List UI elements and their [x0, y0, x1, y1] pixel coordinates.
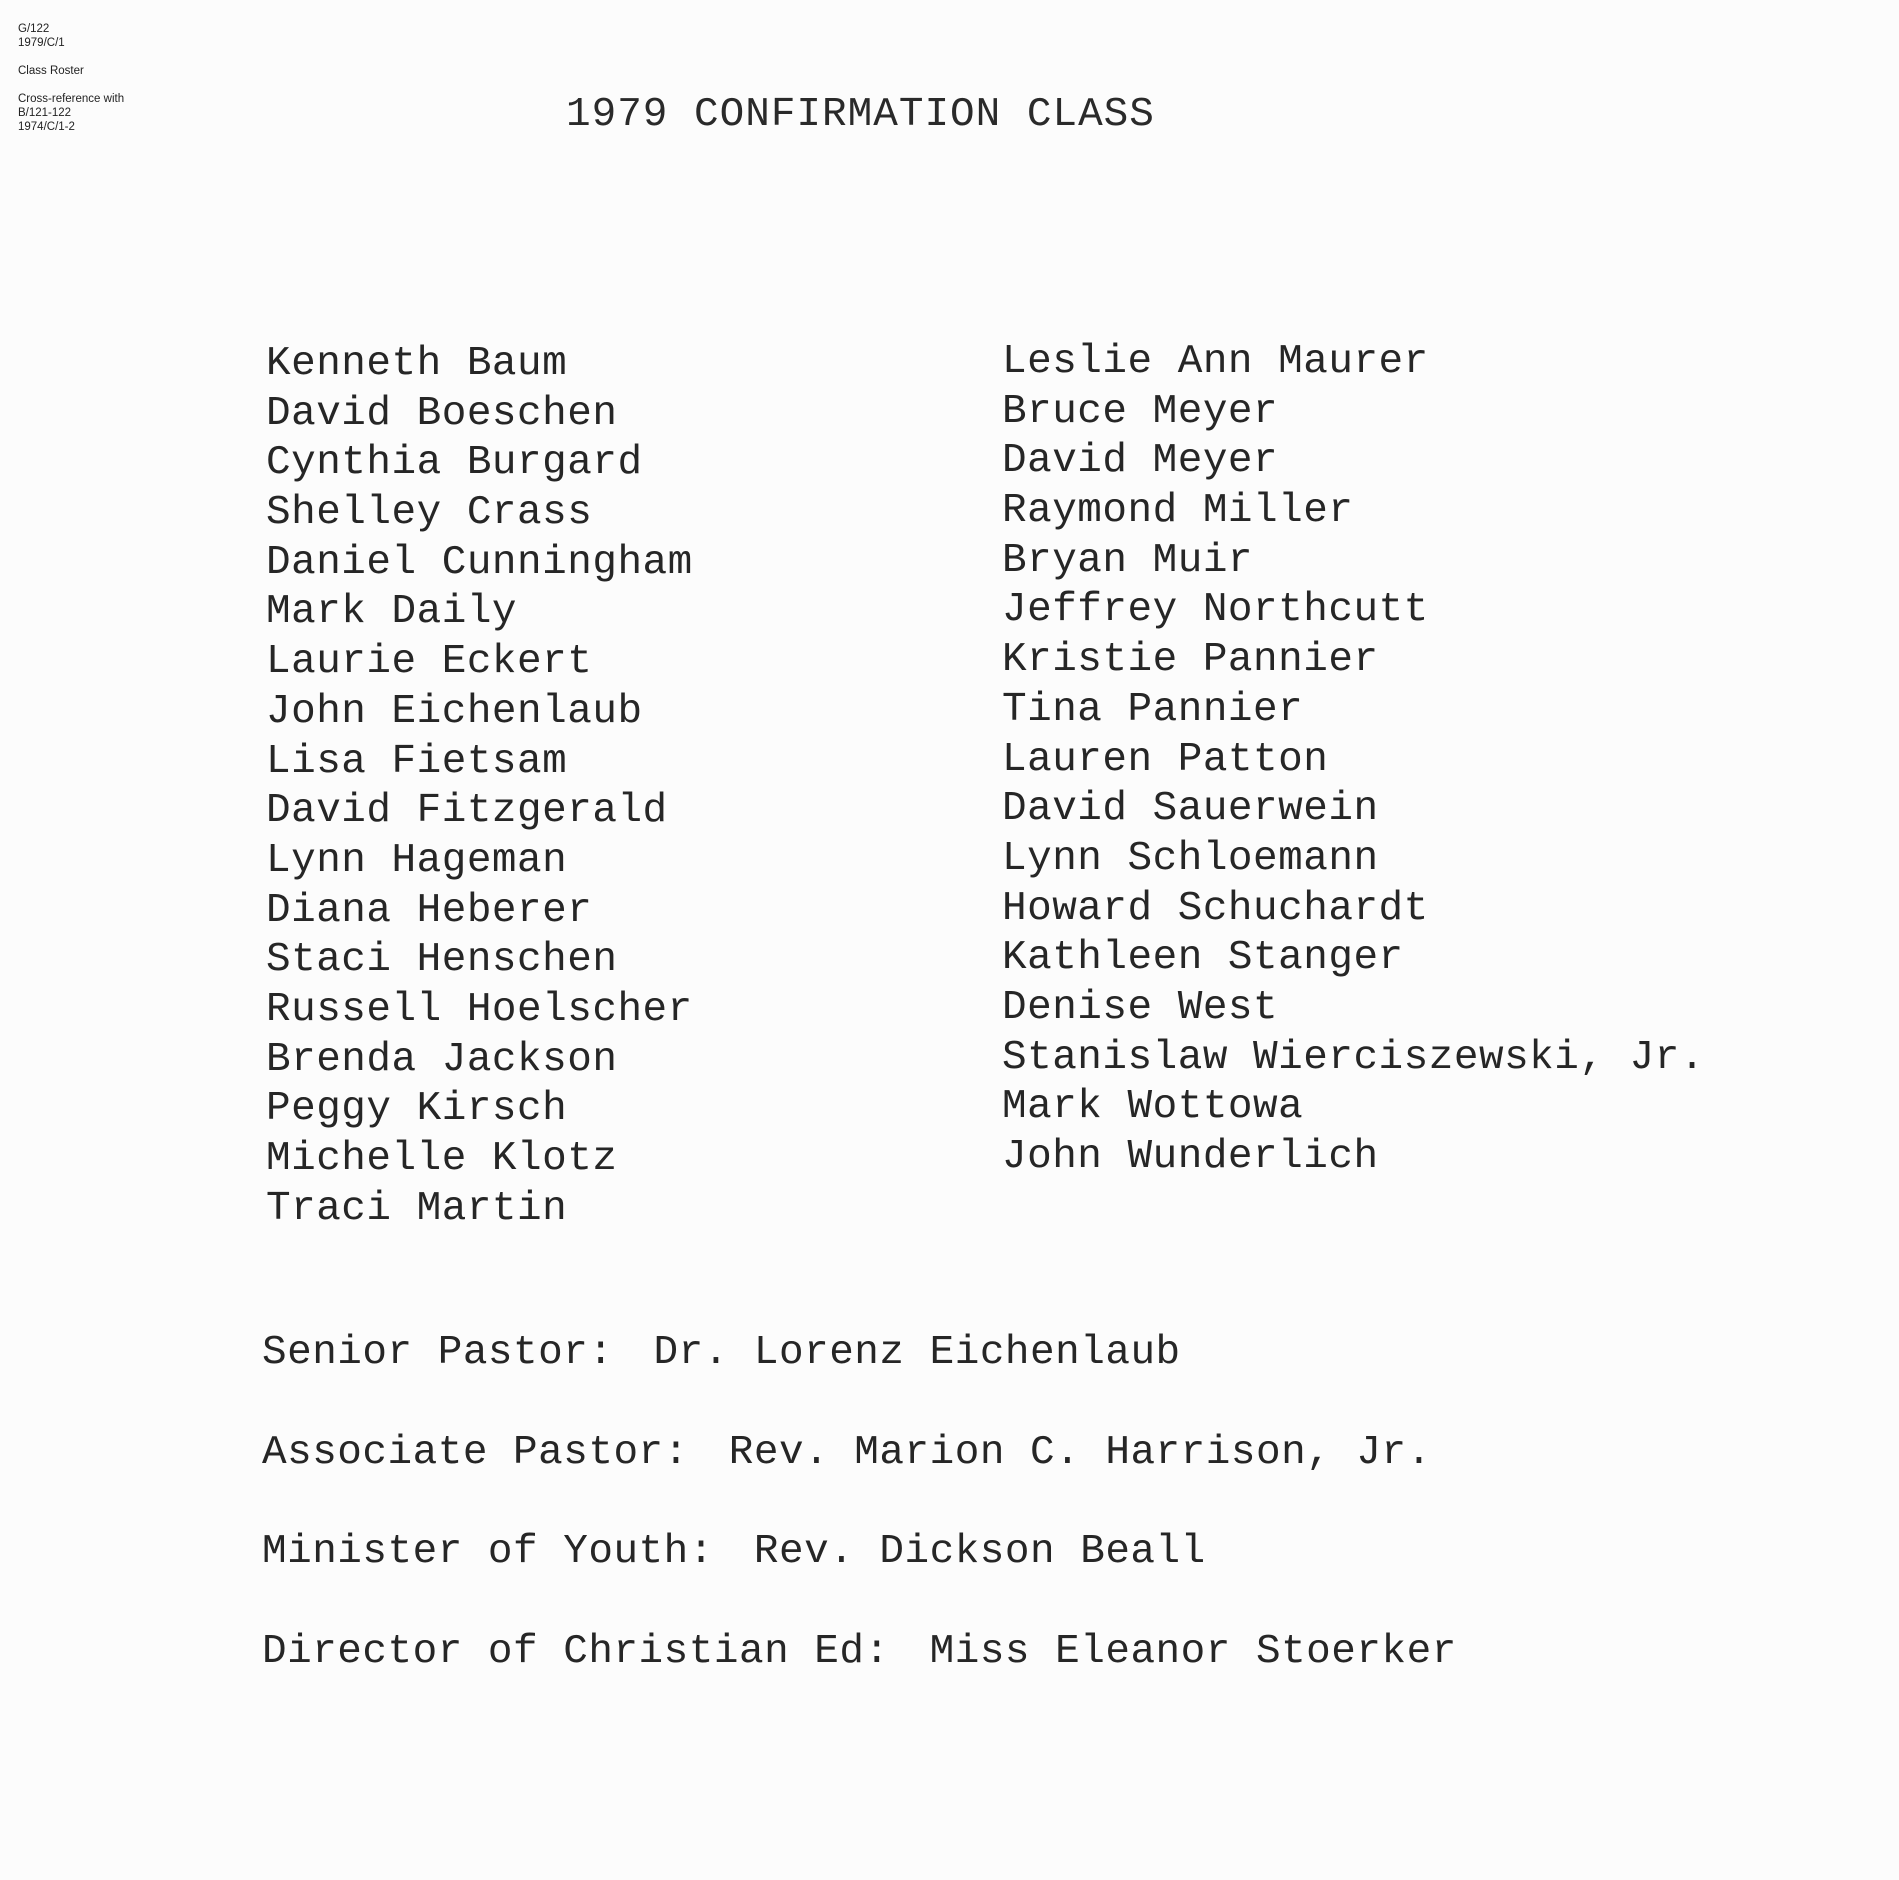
list-item: Jeffrey Northcutt [1002, 587, 1429, 634]
staff-row-minister-of-youth [262, 1527, 1457, 1627]
list-item: Laurie Eckert [266, 639, 593, 686]
staff-person: Miss Eleanor Stoerker [929, 1628, 1457, 1675]
list-item: Bryan Muir [1002, 537, 1254, 584]
archive-label-crossref: Cross-reference with [18, 93, 125, 105]
list-item: Kenneth Baum [266, 341, 568, 387]
list-item: John Wunderlich [1002, 1134, 1379, 1180]
staff-role: Director of Christian Ed: [262, 1628, 890, 1675]
staff-role: Associate Pastor: [262, 1429, 689, 1476]
list-item: David Sauerwein [1002, 786, 1379, 833]
archive-label-code: 1979/C/1 [18, 37, 65, 49]
list-item: Bruce Meyer [1002, 388, 1279, 435]
list-item: David Boeschen [266, 390, 618, 437]
staff-person: Rev. Marion C. Harrison, Jr. [728, 1429, 1432, 1476]
list-item: Tina Pannier [1002, 686, 1304, 733]
staff-list [262, 1328, 1457, 1726]
staff-role: Minister of Youth: [262, 1529, 714, 1575]
staff-person: Dr. Lorenz Eichenlaub [653, 1330, 1181, 1376]
list-item: Diana Heberer [266, 887, 593, 934]
staff-row-director-christian-ed [262, 1627, 1457, 1727]
list-item: Lauren Patton [1002, 736, 1329, 783]
staff-person: Rev. Dickson Beall [753, 1529, 1206, 1575]
list-item: Lynn Schloemann [1002, 835, 1379, 882]
archive-label-id: G/122 [18, 23, 50, 35]
list-item: Denise West [1002, 984, 1279, 1031]
list-item: David Meyer [1002, 438, 1279, 485]
page-title: 1979 CONFIRMATION CLASS [566, 92, 1155, 138]
list-item: Staci Henschen [266, 937, 618, 984]
archive-label-type: Class Roster [18, 65, 84, 77]
list-item: Peggy Kirsch [266, 1086, 568, 1133]
staff-row-senior-pastor [262, 1328, 1457, 1428]
list-item: Raymond Miller [1002, 488, 1354, 535]
list-item: Traci Martin [266, 1185, 568, 1232]
list-item: John Eichenlaub [266, 688, 643, 735]
list-item: Mark Wottowa [1002, 1084, 1304, 1131]
list-item: Michelle Klotz [266, 1136, 618, 1182]
list-item: Howard Schuchardt [1002, 885, 1429, 932]
archive-labels [18, 22, 124, 134]
archive-label-crossref-2: 1974/C/1-2 [18, 121, 75, 133]
list-item: Cynthia Burgard [266, 440, 643, 487]
list-item: Lynn Hageman [266, 837, 568, 884]
list-item: Lisa Fietsam [266, 738, 568, 785]
list-item: Stanislaw Wierciszewski, Jr. [1002, 1034, 1705, 1081]
list-item: Shelley Crass [266, 490, 593, 537]
staff-role: Senior Pastor: [262, 1330, 614, 1376]
archive-label-crossref-1: B/121-122 [18, 107, 72, 119]
list-item: Leslie Ann Maurer [1002, 339, 1429, 385]
staff-row-associate-pastor [262, 1428, 1457, 1528]
left-name-column [266, 340, 693, 1234]
list-item: Kristie Pannier [1002, 637, 1379, 684]
list-item: David Fitzgerald [266, 788, 668, 835]
list-item: Daniel Cunningham [266, 539, 693, 586]
list-item: Russell Hoelscher [266, 986, 693, 1033]
list-item: Kathleen Stanger [1002, 935, 1404, 982]
list-item: Brenda Jackson [266, 1036, 618, 1083]
list-item: Mark Daily [266, 589, 518, 636]
right-name-column [1002, 338, 1705, 1183]
